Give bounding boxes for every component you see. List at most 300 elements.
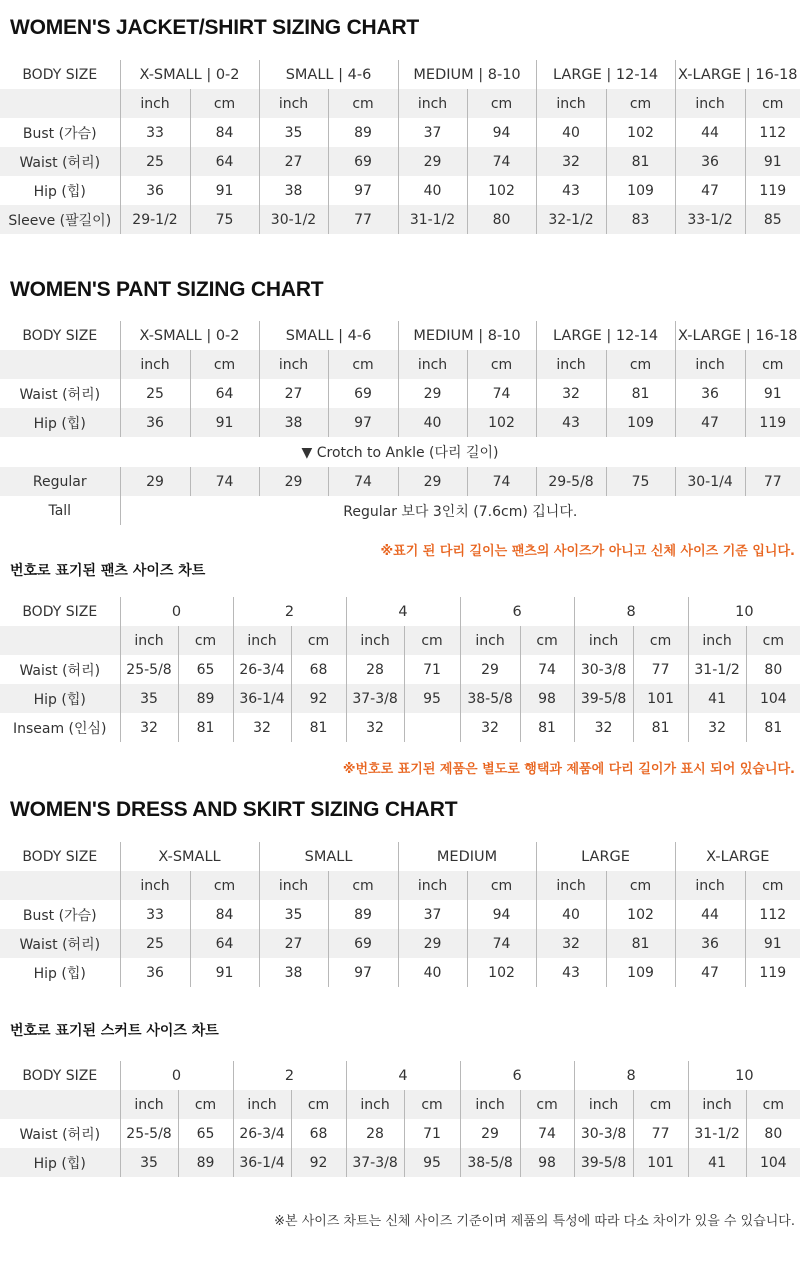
value-cell: 29	[120, 467, 190, 496]
value-cell: 29-1/2	[120, 205, 190, 234]
tall-description: Regular 보다 3인치 (7.6cm) 깁니다.	[120, 496, 800, 525]
row-label: Hip (힙)	[0, 408, 120, 437]
numbered-pant-note: ※번호로 표기된 제품은 별도로 행택과 제품에 다리 길이가 표시 되어 있습니다.	[342, 762, 795, 777]
unit-inch: inch	[398, 89, 467, 118]
size-group-header: LARGE | 12-14	[536, 60, 675, 89]
unit-inch: inch	[398, 871, 467, 900]
unit-inch: inch	[574, 626, 633, 655]
value-cell: 80	[467, 205, 536, 234]
unit-inch: inch	[259, 350, 328, 379]
value-cell: 37-3/8	[346, 1148, 404, 1177]
dress-size-table	[0, 842, 800, 987]
value-cell: 89	[328, 900, 398, 929]
body-size-label: BODY SIZE	[22, 327, 98, 344]
body-size-label: BODY SIZE	[22, 1067, 98, 1084]
value-cell: 36-1/4	[233, 684, 291, 713]
value-cell: 37-3/8	[346, 684, 404, 713]
size-header-row	[0, 842, 800, 871]
size-group-header: 2	[233, 597, 346, 626]
value-cell: 91	[190, 408, 259, 437]
value-cell: 41	[688, 684, 746, 713]
value-cell: 77	[633, 1119, 688, 1148]
value-cell: 98	[520, 684, 574, 713]
crotch-divider-row	[0, 437, 800, 467]
value-cell: 98	[520, 1148, 574, 1177]
unit-cm: cm	[404, 626, 460, 655]
size-group-header: 0	[120, 597, 233, 626]
value-cell: 74	[328, 467, 398, 496]
value-cell: 43	[536, 958, 606, 987]
unit-cm: cm	[404, 1090, 460, 1119]
value-cell: 74	[467, 467, 536, 496]
value-cell: 35	[120, 684, 178, 713]
unit-inch: inch	[536, 89, 606, 118]
footer-disclaimer: ※본 사이즈 차트는 신체 사이즈 기준이며 제품의 특성에 따라 다소 차이가 있을 수 있습니다.	[274, 1214, 795, 1229]
value-cell: 64	[190, 147, 259, 176]
unit-inch: inch	[120, 350, 190, 379]
size-group-header: LARGE | 12-14	[536, 321, 675, 350]
unit-inch: inch	[536, 871, 606, 900]
value-cell: 80	[746, 1119, 800, 1148]
value-cell: 91	[745, 379, 800, 408]
value-cell: 32	[688, 713, 746, 742]
value-cell: 97	[328, 958, 398, 987]
unit-cm: cm	[745, 871, 800, 900]
jacket-chart-title: WOMEN'S JACKET/SHIRT SIZING CHART	[10, 16, 420, 39]
size-group-header: SMALL | 4-6	[259, 321, 398, 350]
size-group-header: X-SMALL	[120, 842, 259, 871]
value-cell: 32	[233, 713, 291, 742]
value-cell: 31-1/2	[688, 655, 746, 684]
size-group-header: X-SMALL | 0-2	[120, 321, 259, 350]
size-group-header: MEDIUM | 8-10	[398, 60, 536, 89]
value-cell: 81	[633, 713, 688, 742]
value-cell: 81	[746, 713, 800, 742]
size-group-header: SMALL | 4-6	[259, 60, 398, 89]
unit-cm: cm	[746, 1090, 800, 1119]
value-cell: 40	[536, 900, 606, 929]
value-cell: 36	[120, 958, 190, 987]
value-cell: 29	[460, 655, 520, 684]
size-header-row	[0, 597, 800, 626]
value-cell: 85	[745, 205, 800, 234]
pant-note: ※표기 된 다리 길이는 팬츠의 사이즈가 아니고 신체 사이즈 기준 입니다.	[380, 544, 795, 559]
row-label: Waist (허리)	[0, 147, 120, 176]
value-cell: 92	[291, 1148, 346, 1177]
value-cell: 25-5/8	[120, 655, 178, 684]
value-cell: 71	[404, 1119, 460, 1148]
value-cell: 29	[259, 467, 328, 496]
value-cell: 68	[291, 1119, 346, 1148]
table-row	[0, 929, 800, 958]
value-cell: 25	[120, 379, 190, 408]
value-cell: 32	[536, 379, 606, 408]
table-row	[0, 205, 800, 234]
value-cell: 37	[398, 900, 467, 929]
value-cell: 31-1/2	[688, 1119, 746, 1148]
row-label: Hip (힙)	[0, 684, 120, 713]
value-cell: 104	[746, 1148, 800, 1177]
value-cell: 32	[536, 147, 606, 176]
value-cell: 32	[574, 713, 633, 742]
size-group-header: X-LARGE | 16-18	[675, 321, 800, 350]
value-cell: 77	[633, 655, 688, 684]
value-cell: 32	[536, 929, 606, 958]
value-cell: 64	[190, 929, 259, 958]
size-header-row	[0, 321, 800, 350]
value-cell: 38	[259, 176, 328, 205]
value-cell: 109	[606, 958, 675, 987]
value-cell: 74	[520, 655, 574, 684]
value-cell: 32	[120, 713, 178, 742]
value-cell: 81	[291, 713, 346, 742]
unit-cm: cm	[467, 350, 536, 379]
unit-cm: cm	[467, 89, 536, 118]
unit-header-row	[0, 871, 800, 900]
size-group-header: 0	[120, 1061, 233, 1090]
value-cell: 95	[404, 684, 460, 713]
unit-cm: cm	[520, 626, 574, 655]
value-cell: 26-3/4	[233, 1119, 291, 1148]
body-size-label: BODY SIZE	[22, 603, 98, 620]
row-label: Waist (허리)	[19, 1126, 101, 1143]
unit-cm: cm	[190, 89, 259, 118]
size-group-header: X-LARGE | 16-18	[675, 60, 800, 89]
value-cell: 94	[467, 118, 536, 147]
value-cell: 27	[259, 379, 328, 408]
value-cell: 28	[346, 1119, 404, 1148]
value-cell: 83	[606, 205, 675, 234]
unit-header-row	[0, 1090, 800, 1119]
size-header-row	[0, 1061, 800, 1090]
value-cell: 77	[328, 205, 398, 234]
unit-inch: inch	[120, 89, 190, 118]
size-header-row	[0, 60, 800, 89]
value-cell: 31-1/2	[398, 205, 467, 234]
size-group-header: 4	[346, 1061, 460, 1090]
value-cell: 74	[520, 1119, 574, 1148]
value-cell: 29	[398, 467, 467, 496]
value-cell: 69	[328, 147, 398, 176]
unit-inch: inch	[346, 626, 404, 655]
value-cell: 64	[190, 379, 259, 408]
value-cell: 71	[404, 655, 460, 684]
table-row	[0, 176, 800, 205]
unit-inch: inch	[120, 871, 190, 900]
unit-inch: inch	[675, 350, 745, 379]
value-cell: 94	[467, 900, 536, 929]
row-label: Bust (가슴)	[22, 125, 97, 142]
value-cell: 33-1/2	[675, 205, 745, 234]
unit-inch: inch	[675, 89, 745, 118]
value-cell: 81	[178, 713, 233, 742]
unit-header-row	[0, 626, 800, 655]
value-cell: 38-5/8	[460, 684, 520, 713]
table-row	[0, 1148, 800, 1177]
value-cell: 38	[259, 408, 328, 437]
unit-cm: cm	[328, 350, 398, 379]
value-cell: 89	[178, 684, 233, 713]
row-label: Tall	[48, 502, 72, 519]
table-row	[0, 379, 800, 408]
value-cell: 30-1/4	[675, 467, 745, 496]
value-cell: 74	[467, 379, 536, 408]
row-label: Bust (가슴)	[22, 907, 97, 924]
value-cell: 81	[520, 713, 574, 742]
unit-cm: cm	[291, 626, 346, 655]
value-cell: 36	[675, 929, 745, 958]
value-cell: 97	[328, 408, 398, 437]
value-cell: 112	[745, 118, 800, 147]
numbered-pant-title: 번호로 표기된 팬츠 사이즈 차트	[10, 563, 206, 579]
value-cell: 33	[120, 118, 190, 147]
unit-cm: cm	[633, 1090, 688, 1119]
size-group-header: MEDIUM	[398, 842, 536, 871]
value-cell: 29	[460, 1119, 520, 1148]
value-cell: 25-5/8	[120, 1119, 178, 1148]
value-cell: 119	[745, 958, 800, 987]
size-group-header: LARGE	[536, 842, 675, 871]
regular-row	[0, 467, 800, 496]
value-cell: 35	[259, 900, 328, 929]
value-cell: 65	[178, 1119, 233, 1148]
value-cell: 97	[328, 176, 398, 205]
value-cell: 91	[190, 176, 259, 205]
value-cell: 89	[328, 118, 398, 147]
size-group-header: 10	[688, 597, 800, 626]
value-cell: 38	[259, 958, 328, 987]
pant-chart-title: WOMEN'S PANT SIZING CHART	[10, 278, 324, 301]
table-row	[0, 958, 800, 987]
unit-inch: inch	[259, 871, 328, 900]
unit-cm: cm	[190, 350, 259, 379]
value-cell: 74	[467, 929, 536, 958]
unit-inch: inch	[233, 1090, 291, 1119]
size-group-header: X-SMALL | 0-2	[120, 60, 259, 89]
value-cell: 109	[606, 408, 675, 437]
unit-cm: cm	[606, 871, 675, 900]
value-cell: 26-3/4	[233, 655, 291, 684]
value-cell: 47	[675, 408, 745, 437]
size-group-header: 6	[460, 1061, 574, 1090]
value-cell: 32	[460, 713, 520, 742]
body-size-label: BODY SIZE	[22, 66, 98, 83]
value-cell: 75	[606, 467, 675, 496]
size-group-header: MEDIUM | 8-10	[398, 321, 536, 350]
value-cell: 80	[746, 655, 800, 684]
unit-cm: cm	[190, 871, 259, 900]
unit-inch: inch	[688, 1090, 746, 1119]
unit-cm: cm	[633, 626, 688, 655]
table-row	[0, 684, 800, 713]
value-cell: 40	[398, 176, 467, 205]
value-cell: 32	[346, 713, 404, 742]
value-cell: 81	[606, 379, 675, 408]
unit-inch: inch	[233, 626, 291, 655]
value-cell: 30-3/8	[574, 655, 633, 684]
table-row	[0, 900, 800, 929]
size-group-header: 8	[574, 1061, 688, 1090]
tall-row	[0, 496, 800, 525]
value-cell: 37	[398, 118, 467, 147]
value-cell: 40	[398, 408, 467, 437]
value-cell: 38-5/8	[460, 1148, 520, 1177]
unit-inch: inch	[259, 89, 328, 118]
unit-cm: cm	[328, 89, 398, 118]
unit-cm: cm	[328, 871, 398, 900]
value-cell: 68	[291, 655, 346, 684]
value-cell: 27	[259, 929, 328, 958]
value-cell: 112	[745, 900, 800, 929]
row-label: Waist (허리)	[0, 929, 120, 958]
value-cell: 44	[675, 118, 745, 147]
value-cell: 119	[745, 176, 800, 205]
value-cell: 29	[398, 147, 467, 176]
unit-header-row	[0, 350, 800, 379]
numbered-skirt-table	[0, 1061, 800, 1177]
table-row	[0, 1119, 800, 1148]
value-cell: 40	[398, 958, 467, 987]
unit-inch: inch	[346, 1090, 404, 1119]
unit-inch: inch	[398, 350, 467, 379]
row-label: Sleeve (팔길이)	[0, 205, 120, 234]
value-cell: 29	[398, 929, 467, 958]
value-cell: 69	[328, 379, 398, 408]
value-cell: 101	[633, 684, 688, 713]
value-cell: 47	[675, 958, 745, 987]
value-cell: 36	[675, 379, 745, 408]
unit-inch: inch	[675, 871, 745, 900]
value-cell: 29-5/8	[536, 467, 606, 496]
value-cell: 40	[536, 118, 606, 147]
value-cell: 32-1/2	[536, 205, 606, 234]
table-row	[0, 655, 800, 684]
jacket-size-table	[0, 60, 800, 234]
table-row	[0, 118, 800, 147]
row-label: Waist (허리)	[19, 662, 101, 679]
numbered-skirt-title: 번호로 표기된 스커트 사이즈 차트	[10, 1023, 219, 1039]
value-cell: 81	[606, 147, 675, 176]
row-label: Hip (힙)	[33, 965, 86, 982]
unit-inch: inch	[120, 626, 178, 655]
row-label: Hip (힙)	[0, 1148, 120, 1177]
size-group-header: 6	[460, 597, 574, 626]
size-group-header: 10	[688, 1061, 800, 1090]
unit-cm: cm	[745, 89, 800, 118]
unit-cm: cm	[606, 89, 675, 118]
value-cell: 35	[259, 118, 328, 147]
dress-chart-title: WOMEN'S DRESS AND SKIRT SIZING CHART	[10, 798, 458, 821]
value-cell: 92	[291, 684, 346, 713]
value-cell: 91	[745, 147, 800, 176]
value-cell: 119	[745, 408, 800, 437]
unit-cm: cm	[745, 350, 800, 379]
unit-inch: inch	[120, 1090, 178, 1119]
value-cell: 102	[606, 118, 675, 147]
value-cell: 102	[606, 900, 675, 929]
value-cell: 25	[120, 929, 190, 958]
value-cell: 43	[536, 176, 606, 205]
unit-cm: cm	[467, 871, 536, 900]
value-cell: 36	[120, 176, 190, 205]
unit-cm: cm	[178, 626, 233, 655]
table-row	[0, 408, 800, 437]
pant-size-table	[0, 321, 800, 525]
size-group-header: X-LARGE	[675, 842, 800, 871]
unit-cm: cm	[291, 1090, 346, 1119]
row-label: Inseam (인심)	[12, 720, 107, 737]
value-cell: 30-1/2	[259, 205, 328, 234]
value-cell: 84	[190, 118, 259, 147]
value-cell: 69	[328, 929, 398, 958]
value-cell: 65	[178, 655, 233, 684]
table-row	[0, 147, 800, 176]
unit-cm: cm	[178, 1090, 233, 1119]
value-cell: 81	[606, 929, 675, 958]
value-cell: 27	[259, 147, 328, 176]
value-cell: 35	[120, 1148, 178, 1177]
unit-inch: inch	[574, 1090, 633, 1119]
numbered-pant-table	[0, 597, 800, 742]
size-group-header: 4	[346, 597, 460, 626]
value-cell: 89	[178, 1148, 233, 1177]
unit-inch: inch	[460, 1090, 520, 1119]
value-cell: 102	[467, 958, 536, 987]
value-cell: 91	[745, 929, 800, 958]
unit-header-row	[0, 89, 800, 118]
value-cell: 28	[346, 655, 404, 684]
value-cell: 104	[746, 684, 800, 713]
value-cell: 36	[120, 408, 190, 437]
size-group-header: 2	[233, 1061, 346, 1090]
value-cell: 44	[675, 900, 745, 929]
value-cell: 43	[536, 408, 606, 437]
value-cell: 102	[467, 176, 536, 205]
value-cell: 36-1/4	[233, 1148, 291, 1177]
crotch-to-ankle-label: ▼ Crotch to Ankle (다리 길이)	[301, 445, 499, 461]
value-cell: 84	[190, 900, 259, 929]
unit-inch: inch	[536, 350, 606, 379]
size-group-header: SMALL	[259, 842, 398, 871]
value-cell: 74	[467, 147, 536, 176]
unit-inch: inch	[688, 626, 746, 655]
value-cell	[404, 713, 460, 742]
value-cell: 91	[190, 958, 259, 987]
value-cell: 109	[606, 176, 675, 205]
size-group-header: 8	[574, 597, 688, 626]
body-size-label: BODY SIZE	[22, 848, 98, 865]
unit-inch: inch	[460, 626, 520, 655]
unit-cm: cm	[520, 1090, 574, 1119]
value-cell: 33	[120, 900, 190, 929]
value-cell: 30-3/8	[574, 1119, 633, 1148]
value-cell: 75	[190, 205, 259, 234]
value-cell: 47	[675, 176, 745, 205]
value-cell: 95	[404, 1148, 460, 1177]
unit-cm: cm	[746, 626, 800, 655]
row-label: Regular	[0, 467, 120, 496]
value-cell: 29	[398, 379, 467, 408]
value-cell: 36	[675, 147, 745, 176]
value-cell: 101	[633, 1148, 688, 1177]
row-label: Hip (힙)	[33, 183, 86, 200]
row-label: Waist (허리)	[19, 386, 101, 403]
value-cell: 39-5/8	[574, 1148, 633, 1177]
value-cell: 25	[120, 147, 190, 176]
value-cell: 41	[688, 1148, 746, 1177]
value-cell: 77	[745, 467, 800, 496]
value-cell: 102	[467, 408, 536, 437]
